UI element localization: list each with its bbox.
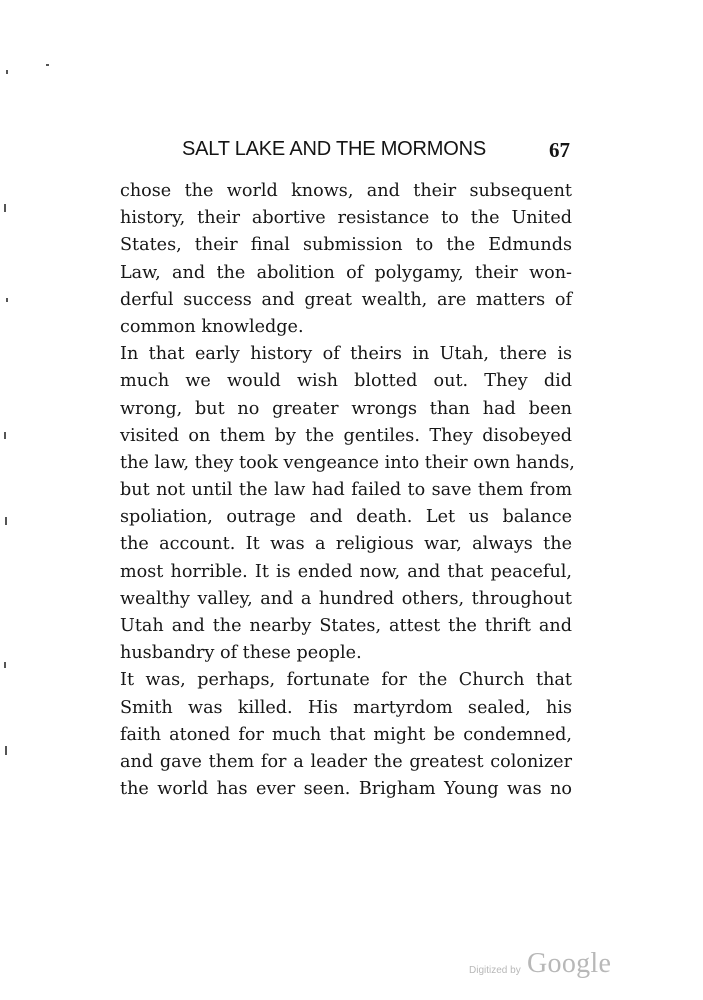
text-line: wrong, but no greater wrongs than had been [120,398,572,419]
scan-speck [4,662,6,668]
paragraph-1 [120,178,572,341]
running-header [182,138,570,166]
text-line: husbandry of these people. [120,643,362,664]
text-line: visited on them by the gentiles. They disobeyed [120,425,572,446]
text-line: the account. It was a religious war, always the [120,534,572,555]
text-line: Smith was killed. His martyrdom sealed, his [120,697,572,718]
google-logo: Google [527,948,612,979]
scan-speck [4,204,6,212]
text-line: It was, perhaps, fortunate for the Church that [120,670,572,691]
paragraph-3 [120,667,572,803]
body-text [120,178,575,803]
scan-speck [46,64,49,66]
text-line: States, their final submission to the Edmunds [120,235,572,256]
page-number: 67 [549,138,570,162]
text-line: In that early history of theirs in Utah, there is [120,344,572,365]
text-line: spoliation, outrage and death. Let us balance [120,507,572,528]
text-line: history, their abortive resistance to the United [120,208,572,229]
text-line: chose the world knows, and their subsequent [120,181,572,201]
text-line: and gave them for a leader the greatest colonizer [120,751,572,772]
scan-speck [6,70,8,74]
running-title: SALT LAKE AND THE MORMONS [182,138,486,160]
text-line: faith atoned for much that might be condemned, [120,724,572,745]
scan-speck [5,746,7,755]
text-line: Utah and the nearby States, attest the thrift and [120,616,572,636]
paragraph-2 [120,341,575,667]
text-line: common knowledge. [120,316,304,337]
text-line: most horrible. It is ended now, and that peaceful, [120,561,572,582]
digitized-by-label: Digitized by [469,965,521,976]
scan-speck [6,298,8,302]
text-line: wealthy valley, and a hundred others, throughout [120,588,572,609]
text-line: but not until the law had failed to save them from [120,480,572,501]
scan-speck [5,517,7,525]
text-line: derful success and great wealth, are matters of [120,289,572,310]
text-line: Law, and the abolition of polygamy, their won- [120,262,572,283]
text-line: much we would wish blotted out. They did [120,371,572,392]
scan-speck [4,432,6,439]
text-line: the law, they took vengeance into their own hands, [120,452,575,473]
text-line: the world has ever seen. Brigham Young was no [120,779,572,800]
